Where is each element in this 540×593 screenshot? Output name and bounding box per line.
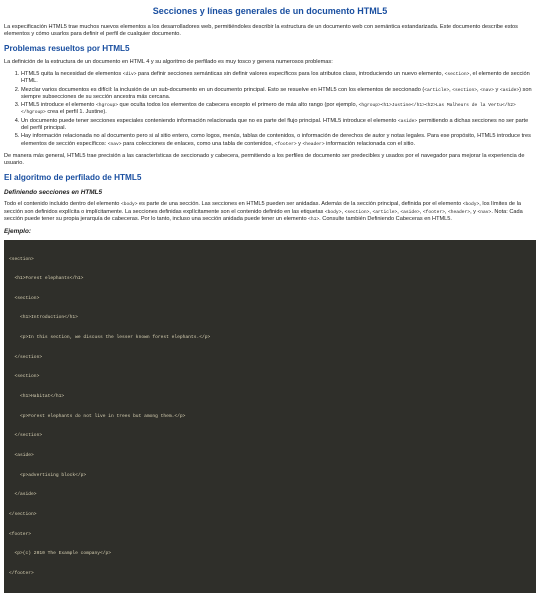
inline-code: <section> [452, 87, 478, 93]
code-line: <aside> [9, 452, 34, 458]
page-title: Secciones y líneas generales de un documento HTML5 [152, 6, 388, 16]
code-line: <p>(c) 2010 The Example company</p> [9, 551, 111, 557]
code-line: <p>advertising block</p> [9, 472, 87, 478]
inline-code: <aside> [400, 209, 420, 215]
text-run: , [449, 86, 453, 93]
list-item [21, 133, 536, 148]
code-example [4, 240, 536, 593]
text-run: HTML5 quita la necesidad de elementos [21, 71, 123, 78]
code-line: <section> [9, 374, 40, 380]
text-run: , [369, 208, 373, 215]
text-run: , [419, 208, 423, 215]
text-run: ) son siempre subsecciones de su sección ancestra más cercana. [21, 86, 532, 100]
inline-code: <footer> [274, 141, 297, 147]
code-line: </aside> [9, 492, 37, 498]
code-line: <h1>Forest elephants</h1> [9, 276, 84, 282]
inline-code: <body> [462, 202, 480, 208]
list-item [21, 118, 536, 133]
problems-outro: De manera más general, HTML5 trae precisión a las características de seccionado y cabecera, permitiendo a los perfiles de documento ser predecibles y usados por el navegador para mejorar la experiencia de usuario. [4, 152, 525, 167]
code-line: <h1>Habitat</h1> [9, 394, 65, 400]
text-run: , y [470, 208, 478, 215]
text-run: que oculta todos los elementos de cabecera excepto el primero de más alto rango (por ejemplo, [118, 102, 359, 109]
inline-code: <footer> [422, 209, 445, 215]
inline-code: <body> [120, 202, 138, 208]
inline-code: <article> [424, 87, 450, 93]
inline-code: <hgroup><h1>Justine</h1><h2>Las Malheurs de la Vertu</h2></hgroup> [21, 103, 516, 116]
text-run: Mezclar varios documentos es difícil: la inclusión de un sub-documento en un documento principal. Esto se resuelve en HTML5 con los elementos de seccionado ( [21, 86, 425, 93]
code-line: <section> [9, 295, 40, 301]
inline-code: <header> [448, 209, 471, 215]
text-run: . Consulte también Definiendo Cabeceras en HTML5. [319, 215, 452, 222]
section-heading-problems: Problemas resueltos por HTML5 [4, 44, 130, 54]
problems-list [4, 71, 536, 148]
inline-code: <body> [324, 209, 342, 215]
inline-code: <div> [122, 72, 137, 78]
list-item [21, 87, 536, 102]
text-run: Hay información relacionada no al documento pero si al sitio entero, como logos, menús, tablas de contenidos, o información de derechos de autor y notas legales. Para ese propósito, HTML5 introduce tres elementos de sección específicos: [21, 133, 531, 147]
list-item [21, 71, 536, 86]
inline-code: <nav> [107, 141, 122, 147]
code-line: </footer> [9, 570, 34, 576]
code-line: <section> [9, 256, 34, 262]
code-line: <h1>Introduction</h1> [9, 315, 78, 321]
text-run: , [477, 86, 481, 93]
text-run: , [444, 208, 448, 215]
text-run: HTML5 introduce el elemento [21, 102, 96, 109]
example-label: Ejemplo: [4, 228, 31, 236]
text-run: y [493, 86, 500, 93]
code-line: <footer> [9, 531, 32, 537]
inline-code: <nav> [480, 87, 494, 93]
problems-intro: La definición de la estructura de un documento en HTML 4 y su algoritmo de perfilado es muy tosco y genera numerosos problemas: [4, 58, 333, 65]
text-run: es parte de una sección. Las secciones en HTML5 pueden ser anidadas. Además de la sección principal, definida por el elemento [137, 201, 463, 208]
text-run: , el elemento de sección HTML. [21, 71, 530, 85]
text-run: para definir secciones semánticas sin definir valores específicos para los atributos class, introduciendo un nuevo elemento, [136, 71, 445, 78]
code-line: </section> [9, 354, 43, 360]
code-line: </section> [9, 511, 37, 517]
inline-code: <aside> [397, 118, 418, 124]
defining-sections-paragraph [4, 201, 536, 223]
code-line: <p>In this section, we discuss the lesser known forest elephants.</p> [9, 335, 211, 341]
text-run: . Nota: Cada sección puede tener su propia jerarquía de cabeceras. Por lo tanto, incluso una sección anidada puede tener un elemento [4, 208, 523, 222]
list-item [21, 102, 536, 117]
text-run: permitiendo a dichas secciones no ser parte del perfil principal. [21, 117, 529, 131]
intro-paragraph: La especificación HTML5 trae muchos nuevos elementos a los desarrolladores web, permitiéndoles describir la estructura de un documento web con semántica estandarizada. Este documento describe estos elementos y cómo usarlos para definir el perfil de cualquier documento. [4, 23, 518, 37]
inline-code: <section> [444, 72, 470, 78]
inline-code: <h1> [308, 216, 320, 222]
text-run: para colecciones de enlaces, como una tabla de contenidos, [121, 140, 275, 147]
code-line: <p>Forest elephants do not live in trees but among them.</p> [9, 413, 186, 419]
text-run: , [341, 208, 345, 215]
code-line: </section> [9, 433, 43, 439]
text-run: información relacionada con el sitio. [324, 140, 416, 147]
inline-code: <article> [372, 209, 398, 215]
inline-code: <aside> [499, 87, 520, 93]
text-run: Todo el contenido incluido dentro del elemento [4, 201, 121, 208]
inline-code: <nav> [477, 209, 492, 215]
section-heading-algorithm: El algoritmo de perfilado de HTML5 [4, 173, 142, 183]
subheading-defining-sections: Definiendo secciones en HTML5 [4, 188, 103, 196]
inline-code: <section> [344, 209, 370, 215]
text-run: Un documento puede tener secciones especiales conteniendo información relacionada que no es parte del flujo principal. HTML5 introduce el elemento [21, 117, 398, 124]
inline-code: <header> [302, 141, 325, 147]
text-run: , los límites de la sección son definidos explícita o implícitamente. La secciones definidas explícitamente son el contenido definido en las etiquetas [4, 201, 521, 215]
text-run: , [397, 208, 401, 215]
inline-code: <hgroup> [95, 103, 118, 109]
text-run: crea el perfil 1. Justine). [45, 109, 107, 116]
text-run: y [296, 140, 303, 147]
